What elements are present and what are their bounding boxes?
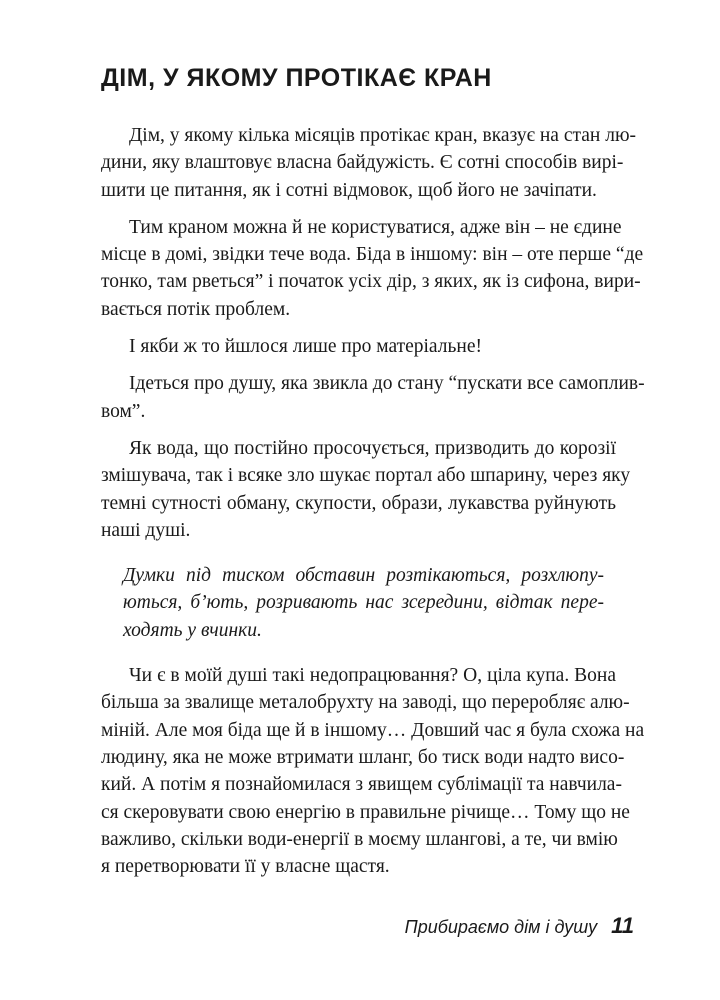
text-line: місце в домі, звідки тече вода. Біда в іншому: він – оте перше “де — [101, 244, 644, 266]
paragraph-5 — [101, 435, 631, 544]
text-line: І якби ж то йшлося лише про матеріальне! — [129, 336, 482, 358]
chapter-title: ДІМ, У ЯКОМУ ПРОТІКАЄ КРАН — [101, 64, 492, 92]
text-line: я перетворювати її у власне щастя. — [101, 856, 390, 878]
text-line: змішувача, так і всяке зло шукає портал або шпарину, через яку — [101, 465, 631, 487]
text-line: наші душі. — [101, 519, 191, 541]
paragraph-4 — [101, 370, 645, 425]
text-line: Ідеться про душу, яка звикла до стану “пускати все самоплив- — [129, 373, 645, 395]
italic-quote — [101, 562, 616, 644]
text-line: міній. Але моя біда ще й в іншому… Довший час я була схожа на — [101, 719, 645, 741]
text-line: дини, яку влаштовує власна байдужість. Є сотні способів вирі- — [101, 152, 624, 174]
text-line: Чи є в моїй душі такі недопрацювання? О, ціла купа. Вона — [129, 665, 616, 687]
text-line: важливо, скільки води-енергії в моєму шлангові, а те, чи вмію — [101, 828, 618, 850]
paragraph-1 — [101, 122, 636, 204]
text-line: ся скеровувати свою енергію в правильне річище… Тому що не — [101, 801, 630, 823]
running-title: Прибираємо дім і душу — [404, 917, 598, 937]
paragraph-3 — [101, 333, 616, 360]
quote-line: ходять у вчинки. — [123, 619, 262, 641]
chapter-body — [101, 122, 645, 890]
text-line: Як вода, що постійно просочується, призводить до корозії — [129, 437, 616, 459]
text-line: кий. А потім я познайомилася з явищем сублімації та навчила- — [101, 774, 622, 796]
text-line: людину, яка не може втримати шланг, бо тиск води надто висо- — [101, 746, 625, 768]
text-line: темні сутності обману, скупости, образи, лукавства руйнують — [101, 492, 616, 514]
quote-line: ються, б’ють, розривають нас зсередини, відтак пере- — [123, 592, 604, 614]
text-line: шити це питання, як і сотні відмовок, щоб його не зачіпати. — [101, 179, 597, 201]
page-number: 11 — [611, 913, 634, 938]
text-line: більша за звалище металобрухту на заводі, що переробляє алю- — [101, 692, 630, 714]
text-line: Тим краном можна й не користуватися, адже він – не єдине — [129, 216, 622, 238]
quote-line: Думки під тиском обставин розтікаються, розхлюпу- — [123, 565, 604, 587]
page-footer — [405, 913, 634, 939]
paragraph-2 — [101, 214, 644, 323]
text-line: Дім, у якому кілька місяців протікає кран, вказує на стан лю- — [129, 125, 636, 146]
text-line: вається потік проблем. — [101, 298, 291, 320]
paragraph-6 — [101, 662, 645, 880]
text-line: тонко, там рветься” і початок усіх дір, з яких, як із сифона, вири- — [101, 271, 641, 293]
text-line: вом”. — [101, 400, 146, 422]
